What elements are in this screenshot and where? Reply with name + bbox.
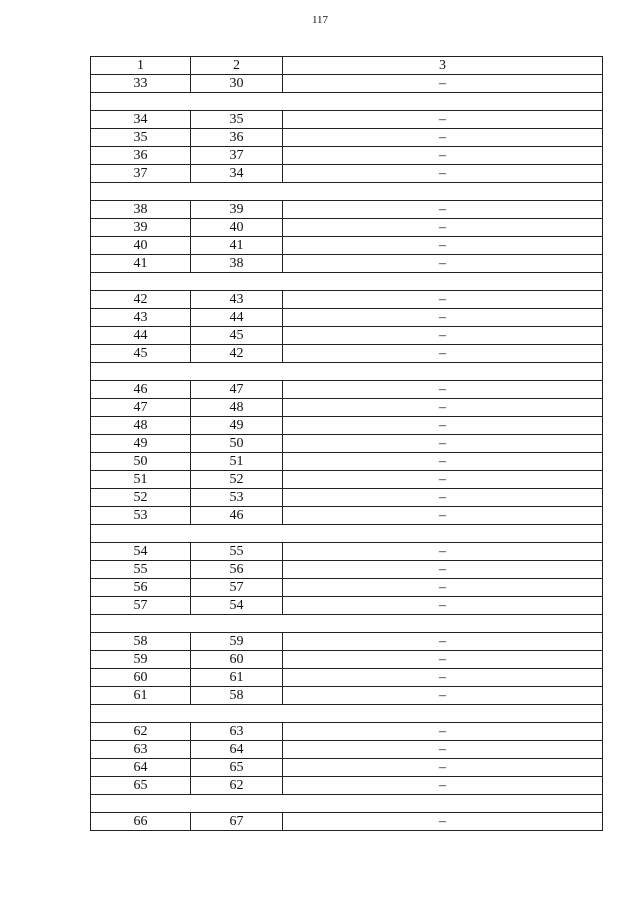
separator-cell	[91, 93, 603, 111]
separator-row	[91, 615, 603, 633]
table-cell-col1: 55	[91, 561, 191, 579]
table-row	[91, 777, 603, 795]
table-cell-col1: 33	[91, 75, 191, 93]
table-cell-col2: 55	[191, 543, 283, 561]
table-cell-col3: –	[283, 147, 603, 165]
table-row	[91, 309, 603, 327]
table-body	[91, 57, 603, 831]
table-cell-col2: 44	[191, 309, 283, 327]
table-cell-col3: –	[283, 255, 603, 273]
table-cell-col1: 35	[91, 129, 191, 147]
separator-row	[91, 363, 603, 381]
table-row	[91, 291, 603, 309]
table-cell-col2: 64	[191, 741, 283, 759]
table-row	[91, 687, 603, 705]
table-row	[91, 111, 603, 129]
table-cell-col1: 47	[91, 399, 191, 417]
table-cell-col3: –	[283, 651, 603, 669]
separator-cell	[91, 615, 603, 633]
separator-cell	[91, 795, 603, 813]
table-cell-col3: –	[283, 579, 603, 597]
table-cell-col3: –	[283, 813, 603, 831]
table-cell-col2: 59	[191, 633, 283, 651]
table-row	[91, 255, 603, 273]
table-row	[91, 579, 603, 597]
table-cell-col1: 52	[91, 489, 191, 507]
table-cell-col2: 47	[191, 381, 283, 399]
table-cell-col1: 38	[91, 201, 191, 219]
table-cell-col1: 49	[91, 435, 191, 453]
table-cell-col2: 30	[191, 75, 283, 93]
table-cell-col3: –	[283, 111, 603, 129]
table-cell-col3: –	[283, 399, 603, 417]
table-row	[91, 723, 603, 741]
table-cell-col3: –	[283, 201, 603, 219]
separator-row	[91, 183, 603, 201]
table-cell-col1: 41	[91, 255, 191, 273]
table-row	[91, 237, 603, 255]
table-cell-col1: 46	[91, 381, 191, 399]
table-row	[91, 147, 603, 165]
table-cell-col1: 51	[91, 471, 191, 489]
table-cell-col1: 56	[91, 579, 191, 597]
table-cell-col3: –	[283, 543, 603, 561]
table-cell-col3: –	[283, 75, 603, 93]
table-cell-col2: 38	[191, 255, 283, 273]
table-cell-col1: 59	[91, 651, 191, 669]
table-cell-col1: 66	[91, 813, 191, 831]
table-cell-col1: 65	[91, 777, 191, 795]
table-row	[91, 453, 603, 471]
table-row	[91, 435, 603, 453]
table-row	[91, 813, 603, 831]
table-cell-col3: –	[283, 345, 603, 363]
table-cell-col3: –	[283, 759, 603, 777]
table-cell-col3: –	[283, 291, 603, 309]
table-row	[91, 381, 603, 399]
table-cell-col1: 34	[91, 111, 191, 129]
table-row	[91, 201, 603, 219]
table-cell-col2: 46	[191, 507, 283, 525]
table-cell-col3: –	[283, 723, 603, 741]
table-cell-col1: 62	[91, 723, 191, 741]
table-row	[91, 669, 603, 687]
table-cell-col1: 37	[91, 165, 191, 183]
table-cell-col3: –	[283, 453, 603, 471]
table-cell-col1: 44	[91, 327, 191, 345]
table-cell-col3: –	[283, 741, 603, 759]
table-cell-col3: –	[283, 237, 603, 255]
table-row	[91, 471, 603, 489]
table-row	[91, 489, 603, 507]
table-row	[91, 327, 603, 345]
table-cell-col3: –	[283, 633, 603, 651]
table-cell-col2: 39	[191, 201, 283, 219]
table-cell-col2: 40	[191, 219, 283, 237]
table-cell-col1: 43	[91, 309, 191, 327]
table-cell-col3: –	[283, 417, 603, 435]
table-cell-col3: –	[283, 669, 603, 687]
page-number: 117	[311, 14, 329, 26]
table-row	[91, 597, 603, 615]
table-cell-col2: 67	[191, 813, 283, 831]
data-table	[90, 56, 603, 831]
table-cell-col2: 63	[191, 723, 283, 741]
table-row	[91, 759, 603, 777]
table-row	[91, 219, 603, 237]
table-cell-col2: 56	[191, 561, 283, 579]
table-cell-col1: 57	[91, 597, 191, 615]
table-cell-col2: 58	[191, 687, 283, 705]
table-cell-col2: 41	[191, 237, 283, 255]
table-row	[91, 399, 603, 417]
table-row	[91, 75, 603, 93]
table-cell-col2: 52	[191, 471, 283, 489]
table-row	[91, 345, 603, 363]
column-header-3: 3	[283, 57, 603, 75]
table-cell-col1: 64	[91, 759, 191, 777]
table-cell-col3: –	[283, 129, 603, 147]
separator-cell	[91, 525, 603, 543]
separator-cell	[91, 273, 603, 291]
table-cell-col3: –	[283, 327, 603, 345]
table-cell-col2: 43	[191, 291, 283, 309]
column-header-2: 2	[191, 57, 283, 75]
table-cell-col3: –	[283, 219, 603, 237]
table-cell-col2: 35	[191, 111, 283, 129]
separator-row	[91, 525, 603, 543]
table-cell-col2: 60	[191, 651, 283, 669]
table-cell-col3: –	[283, 435, 603, 453]
separator-row	[91, 273, 603, 291]
table-cell-col2: 61	[191, 669, 283, 687]
table-cell-col2: 34	[191, 165, 283, 183]
column-header-1: 1	[91, 57, 191, 75]
table-cell-col1: 54	[91, 543, 191, 561]
table-cell-col3: –	[283, 561, 603, 579]
table-cell-col2: 51	[191, 453, 283, 471]
table-cell-col1: 42	[91, 291, 191, 309]
table-cell-col2: 65	[191, 759, 283, 777]
table-cell-col2: 37	[191, 147, 283, 165]
table-cell-col3: –	[283, 687, 603, 705]
separator-cell	[91, 363, 603, 381]
header-row	[91, 57, 603, 75]
table-cell-col3: –	[283, 507, 603, 525]
table-cell-col2: 49	[191, 417, 283, 435]
separator-cell	[91, 183, 603, 201]
table-cell-col2: 45	[191, 327, 283, 345]
table-row	[91, 543, 603, 561]
table-row	[91, 165, 603, 183]
table-cell-col2: 62	[191, 777, 283, 795]
table-cell-col2: 57	[191, 579, 283, 597]
table-cell-col3: –	[283, 777, 603, 795]
table-row	[91, 507, 603, 525]
table-cell-col1: 63	[91, 741, 191, 759]
table-cell-col3: –	[283, 489, 603, 507]
table-row	[91, 651, 603, 669]
table-row	[91, 417, 603, 435]
table-cell-col1: 45	[91, 345, 191, 363]
table-cell-col3: –	[283, 309, 603, 327]
table-cell-col1: 40	[91, 237, 191, 255]
table-cell-col3: –	[283, 165, 603, 183]
table-cell-col1: 36	[91, 147, 191, 165]
table-cell-col3: –	[283, 597, 603, 615]
table-cell-col2: 42	[191, 345, 283, 363]
table-cell-col2: 36	[191, 129, 283, 147]
table-cell-col2: 50	[191, 435, 283, 453]
separator-row	[91, 795, 603, 813]
separator-cell	[91, 705, 603, 723]
separator-row	[91, 705, 603, 723]
separator-row	[91, 93, 603, 111]
table-cell-col1: 50	[91, 453, 191, 471]
table-cell-col1: 39	[91, 219, 191, 237]
table-cell-col1: 58	[91, 633, 191, 651]
table-cell-col1: 60	[91, 669, 191, 687]
table-cell-col2: 54	[191, 597, 283, 615]
table-row	[91, 561, 603, 579]
table-row	[91, 741, 603, 759]
table-row	[91, 633, 603, 651]
table-cell-col2: 48	[191, 399, 283, 417]
table-cell-col1: 61	[91, 687, 191, 705]
table-cell-col3: –	[283, 471, 603, 489]
table-row	[91, 129, 603, 147]
table-cell-col3: –	[283, 381, 603, 399]
table-cell-col1: 48	[91, 417, 191, 435]
table-cell-col2: 53	[191, 489, 283, 507]
table-cell-col1: 53	[91, 507, 191, 525]
